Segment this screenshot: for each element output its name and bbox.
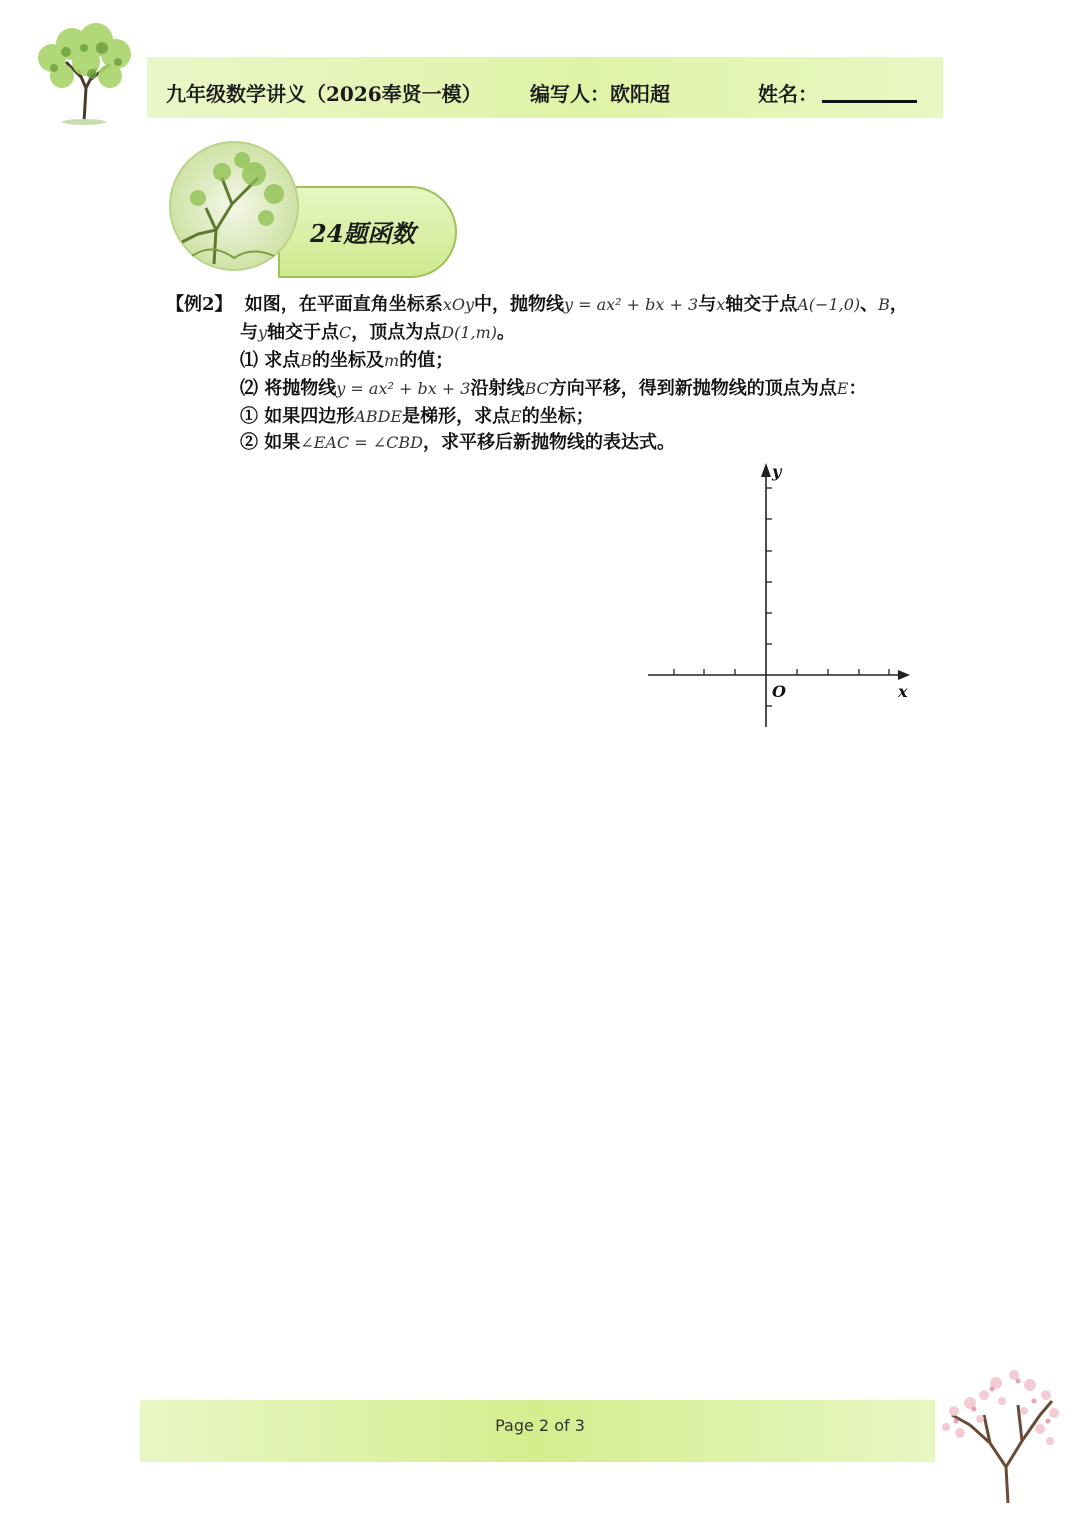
- text: 与: [698, 294, 717, 315]
- text: ，顶点为点: [351, 322, 442, 343]
- text: 的坐标及: [312, 350, 385, 371]
- problem-line-1: [166, 290, 908, 316]
- text: ⑴ 求点: [240, 350, 301, 371]
- problem-line-2: [240, 318, 515, 344]
- math: E: [836, 379, 849, 398]
- question-2: [240, 374, 866, 400]
- math: C: [339, 323, 352, 342]
- math: A(−1,0): [797, 295, 861, 314]
- text: 与: [240, 322, 258, 343]
- header-author: 编写人：欧阳超: [530, 82, 670, 106]
- sub-question-2: [240, 428, 675, 454]
- text: 、: [860, 294, 879, 315]
- x-ticks: [674, 669, 889, 675]
- math: y: [258, 323, 268, 342]
- text: ① 如果四边形: [240, 406, 355, 427]
- tree-logo-icon: [22, 18, 140, 126]
- y-axis-label: y: [772, 462, 782, 481]
- text: 沿射线: [470, 378, 525, 399]
- text: 是梯形，求点: [402, 406, 511, 427]
- blossom-tree-icon: [930, 1355, 1064, 1505]
- origin-label: O: [772, 682, 786, 701]
- x-axis-arrow: [898, 670, 910, 680]
- math: xOy: [442, 295, 474, 314]
- math: x: [716, 295, 726, 314]
- text: 的坐标；: [521, 406, 594, 427]
- math: B: [878, 295, 890, 314]
- math: E: [510, 407, 522, 426]
- name-blank-line: [822, 100, 917, 103]
- coordinate-axes: [640, 455, 920, 735]
- math: m: [384, 351, 400, 370]
- math: BC: [524, 379, 549, 398]
- text: 轴交于点: [725, 294, 798, 315]
- header-name-label: 姓名：: [758, 82, 818, 106]
- text: 。: [497, 322, 516, 343]
- section-title: 24题函数: [310, 219, 416, 248]
- math: B: [300, 351, 313, 370]
- text: 轴交于点: [267, 322, 340, 343]
- math: y = ax² + bx + 3: [564, 295, 699, 314]
- text: ② 如果: [240, 432, 301, 453]
- text: 方向平移，得到新抛物线的顶点为点: [548, 378, 837, 399]
- text: ，求平移后新抛物线的表达式。: [422, 432, 675, 453]
- sub-question-1: [240, 402, 594, 428]
- example-tag: 【例2】: [166, 294, 233, 315]
- question-1: [240, 346, 453, 372]
- text: 中，抛物线: [474, 294, 564, 315]
- math: y = ax² + bx + 3: [336, 379, 471, 398]
- y-axis-arrow: [761, 463, 771, 477]
- text: ：: [848, 378, 867, 399]
- text: ，: [889, 294, 908, 315]
- page-number: Page 2 of 3: [495, 1416, 585, 1435]
- x-axis-label: x: [898, 682, 908, 701]
- math: ∠EAC = ∠CBD: [300, 433, 423, 452]
- text: 的值；: [399, 350, 454, 371]
- math: D(1,m): [441, 323, 498, 342]
- text: 如图，在平面直角坐标系: [244, 294, 443, 315]
- text: ⑵ 将抛物线: [240, 378, 337, 399]
- y-ticks: [766, 488, 772, 706]
- math: ABDE: [354, 407, 403, 426]
- tree-circle-icon: [162, 138, 308, 272]
- header-title: 九年级数学讲义（2026奉贤一模）: [166, 82, 482, 106]
